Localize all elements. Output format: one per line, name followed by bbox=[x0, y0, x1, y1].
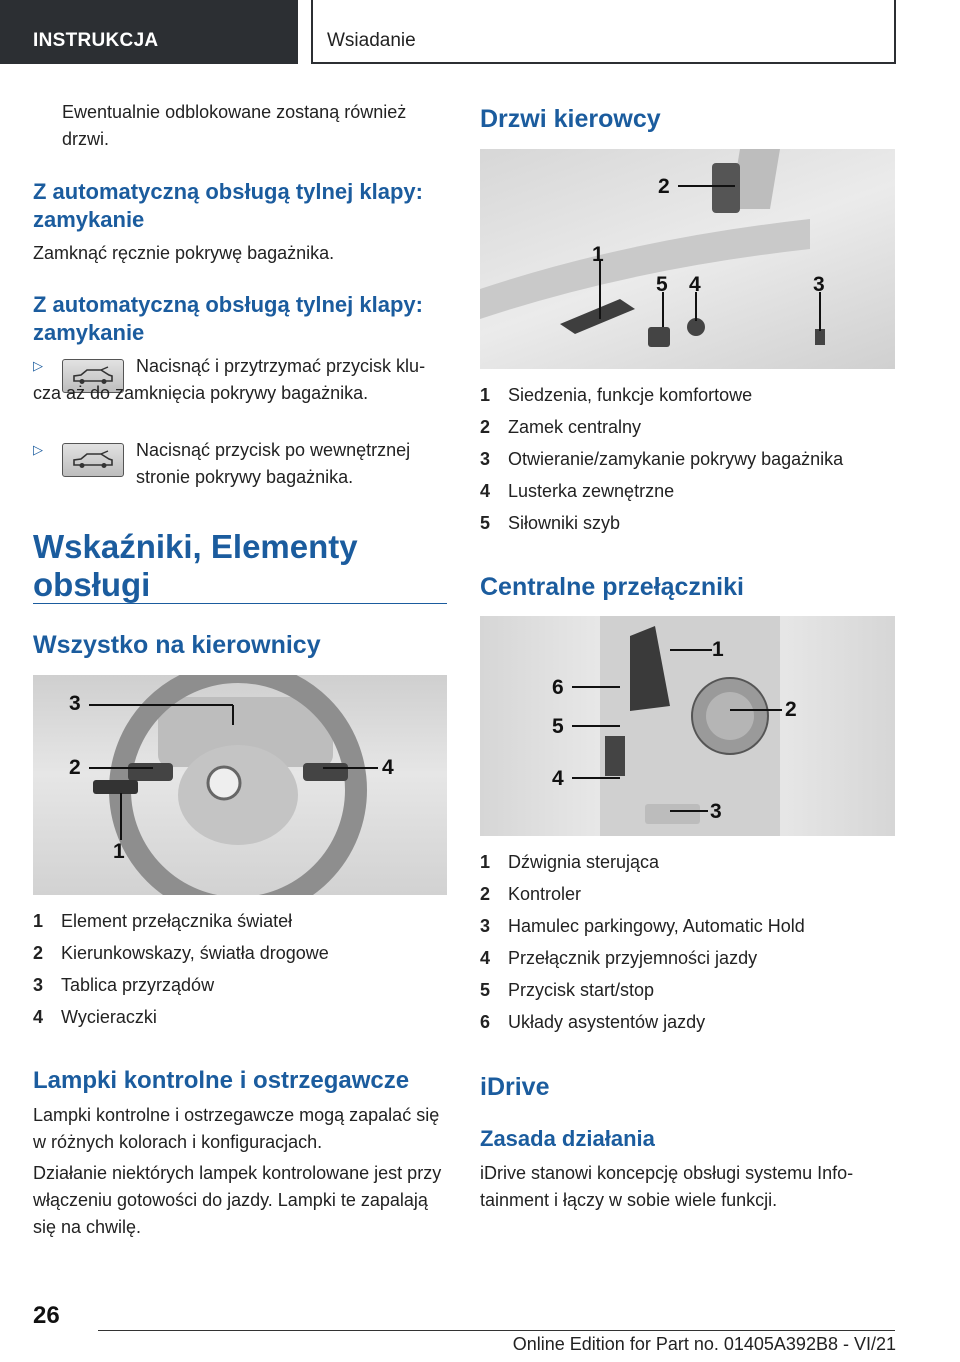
callout-label: 4 bbox=[382, 756, 394, 779]
heading-tailgate-close-2: Z automatyczną obsługą tylnej klapy: zamykanie bbox=[33, 292, 423, 345]
list-item: 3 Tablica przyrządów bbox=[33, 975, 215, 995]
list-item: 4 Wycieraczki bbox=[33, 1007, 157, 1027]
section-door: Drzwi kierowcy bbox=[480, 105, 661, 133]
callout-label: 2 bbox=[658, 175, 670, 198]
section-central: Centralne przełączniki bbox=[480, 573, 744, 601]
section-tab-label: INSTRUKCJA bbox=[33, 30, 159, 51]
central-legend bbox=[480, 850, 896, 1042]
header-chapter-box bbox=[311, 0, 896, 64]
step2-text: Nacisnąć przycisk po wewnętrznej stronie pokrywy bagażnika. bbox=[136, 440, 411, 487]
list-item: 3 Otwieranie/zamykanie pokrywy bagażnika bbox=[480, 449, 844, 469]
lamps-paragraph-1: Lampki kontrolne i ostrzegawcze mogą zapalać się w różnych kolorach i konfiguracjach. bbox=[33, 1105, 440, 1152]
section-idrive: iDrive bbox=[480, 1073, 550, 1101]
door-legend bbox=[480, 383, 896, 543]
callout-label: 2 bbox=[69, 756, 81, 779]
callout-label: 4 bbox=[689, 273, 701, 296]
callout-label: 1 bbox=[592, 243, 604, 266]
subsection-principle: Zasada działania bbox=[480, 1126, 655, 1151]
idrive-text: iDrive stanowi koncepcję obsługi systemu Infotainment i łączy w sobie wiele funkcji. bbox=[480, 1163, 854, 1210]
header-section-tab bbox=[0, 0, 298, 64]
steering-wheel-photo bbox=[33, 675, 447, 895]
triangle-right-icon: ▷ bbox=[33, 358, 43, 373]
section-steering: Wszystko na kierownicy bbox=[33, 631, 321, 659]
chapter-label: Wsiadanie bbox=[327, 30, 416, 51]
callout-label: 4 bbox=[552, 767, 564, 790]
footer-rule bbox=[98, 1330, 895, 1331]
callout-label: 3 bbox=[69, 692, 81, 715]
callout-label: 5 bbox=[656, 273, 668, 296]
page-number: 26 bbox=[33, 1302, 60, 1329]
callout-label: 2 bbox=[785, 698, 797, 721]
chapter-title: Wskaźniki, Elementy obsługi bbox=[33, 528, 358, 603]
callout-label: 3 bbox=[710, 800, 722, 823]
list-item: 1 Element przełącznika świateł bbox=[33, 911, 293, 931]
steering-legend bbox=[33, 909, 447, 1037]
list-item: 5 Siłowniki szyb bbox=[480, 513, 621, 533]
list-item: 6 Układy asystentów jazdy bbox=[480, 1012, 706, 1032]
lamps-paragraph-2: Działanie niektórych lampek kontrolowane jest przy włączeniu gotowości do jazdy. Lampki te zapalają się na chwilę. bbox=[33, 1163, 442, 1237]
list-item: 2 Zamek centralny bbox=[480, 417, 642, 437]
list-item: 4 Przełącznik przyjemności jazdy bbox=[480, 948, 758, 968]
list-item: 1 Dźwignia sterująca bbox=[480, 852, 660, 872]
central-console-photo bbox=[480, 616, 895, 836]
intro-text: Ewentualnie odblokowane zostaną również drzwi. bbox=[62, 102, 407, 149]
list-item: 1 Siedzenia, funkcje komfortowe bbox=[480, 385, 753, 405]
callout-label: 1 bbox=[113, 840, 125, 863]
heading-tailgate-close-1: Z automatyczną obsługą tylnej klapy: zamykanie bbox=[33, 179, 423, 232]
callout-label: 3 bbox=[813, 273, 825, 296]
driver-door-photo bbox=[480, 149, 895, 369]
list-item: 3 Hamulec parkingowy, Automatic Hold bbox=[480, 916, 805, 936]
chapter-rule bbox=[33, 603, 447, 604]
tailgate-close-body: Zamknąć ręcznie pokrywę bagażnika. bbox=[33, 243, 335, 263]
section-lamps: Lampki kontrolne i ostrzegawcze bbox=[33, 1067, 410, 1094]
triangle-right-icon: ▷ bbox=[33, 442, 43, 457]
callout-label: 5 bbox=[552, 715, 564, 738]
list-item: 4 Lusterka zewnętrzne bbox=[480, 481, 675, 501]
car-tailgate-icon bbox=[62, 443, 124, 477]
step1-text: Nacisnąć i przytrzymać przycisk klucza aż do zamknięcia pokrywy bagażnika. bbox=[33, 356, 426, 403]
list-item: 2 Kierunkowskazy, światła drogowe bbox=[33, 943, 329, 963]
list-item: 2 Kontroler bbox=[480, 884, 582, 904]
list-item: 5 Przycisk start/stop bbox=[480, 980, 655, 1000]
callout-label: 6 bbox=[552, 676, 564, 699]
footer-text: Online Edition for Part no. 01405A392B8 - VI/21 bbox=[512, 1334, 896, 1354]
callout-label: 1 bbox=[712, 638, 724, 661]
